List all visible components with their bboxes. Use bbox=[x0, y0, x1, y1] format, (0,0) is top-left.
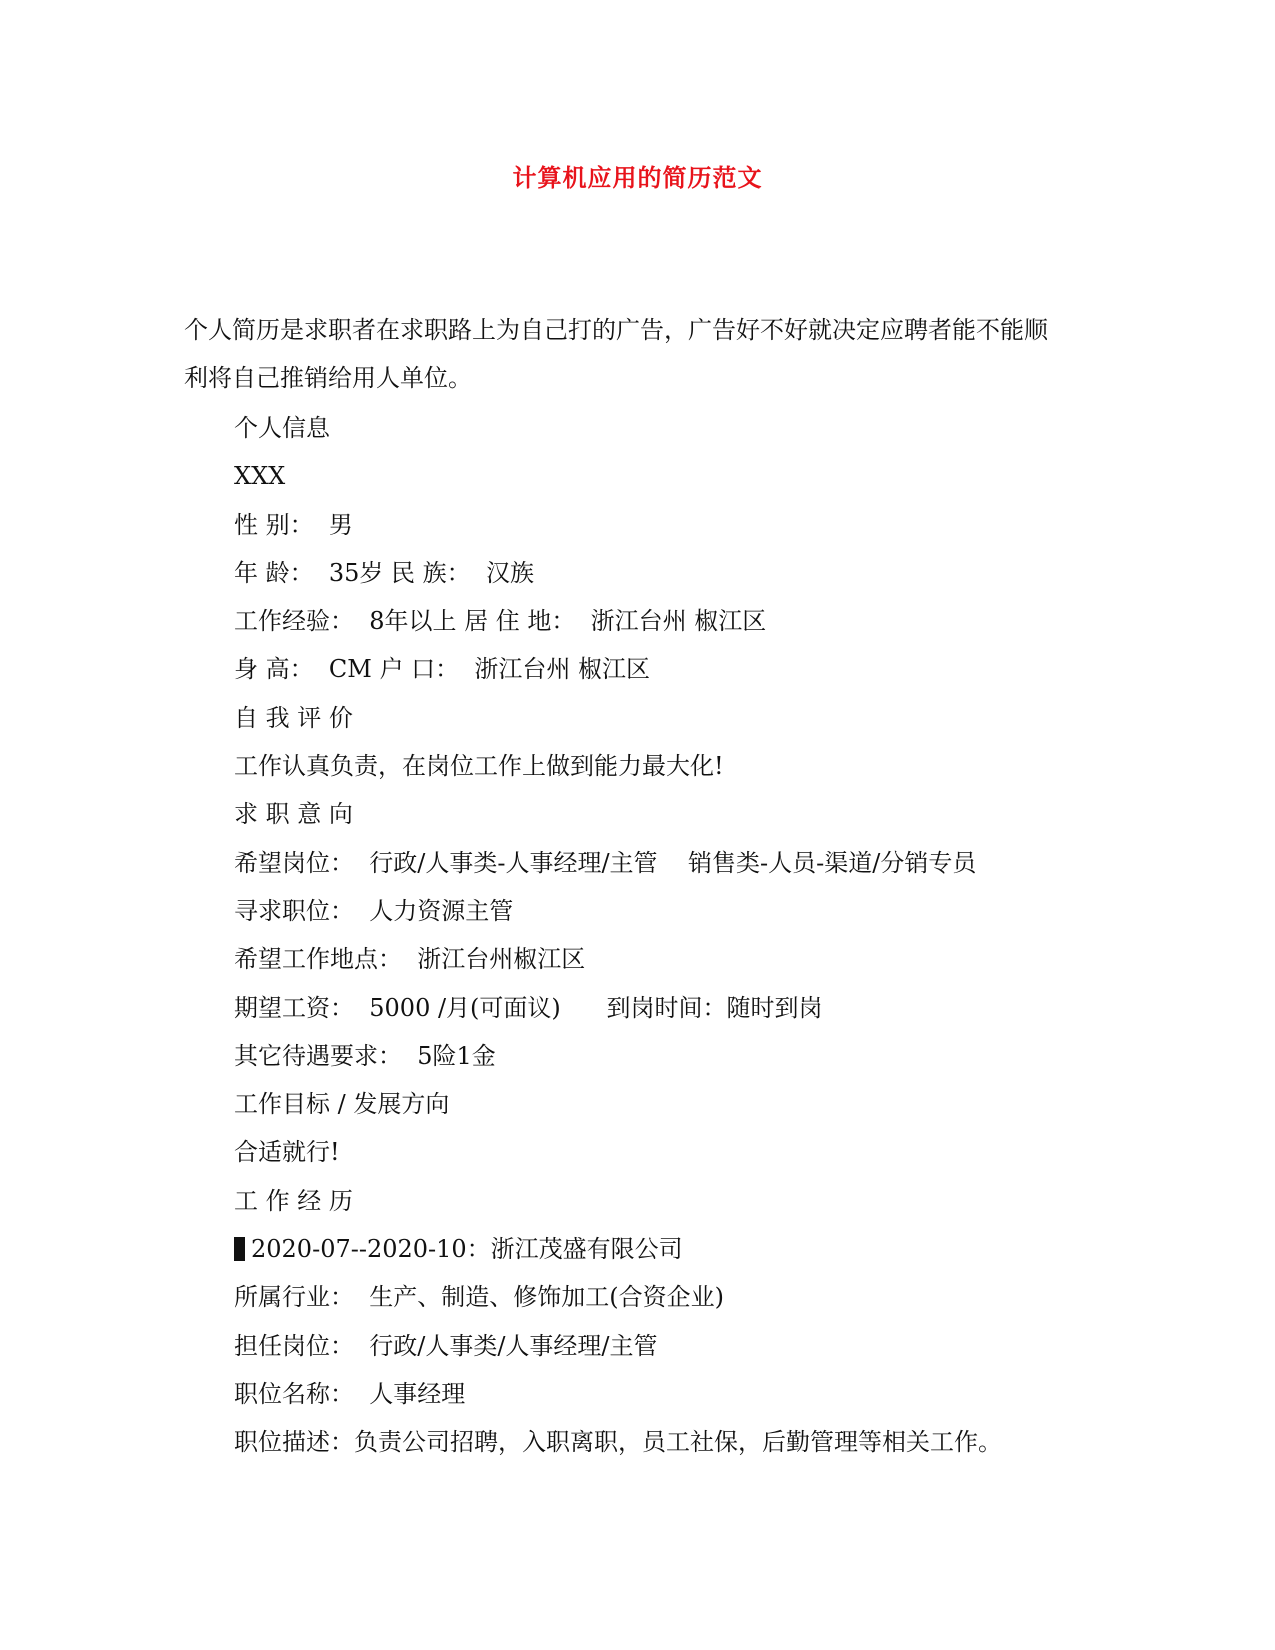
work-entry-line bbox=[234, 1225, 1134, 1273]
age-ethnicity-line: 年 龄： 35岁 民 族： 汉族 bbox=[234, 558, 534, 587]
held-position-line: 担任岗位： 行政/人事类/人事经理/主管 bbox=[234, 1331, 658, 1360]
section-heading-self-evaluation: 自 我 评 价 bbox=[234, 703, 353, 732]
desired-location-line: 希望工作地点： 浙江台州椒江区 bbox=[234, 945, 586, 974]
gender-line: 性 别： 男 bbox=[234, 510, 353, 539]
section-heading-job-intention: 求 职 意 向 bbox=[234, 800, 353, 829]
section-heading-career-goal: 工作目标 / 发展方向 bbox=[234, 1090, 450, 1119]
sought-position-line: 寻求职位： 人力资源主管 bbox=[234, 896, 514, 925]
self-evaluation-text: 工作认真负责，在岗位工作上做到能力最大化! bbox=[234, 752, 724, 781]
section-heading-personal-info: 个人信息 bbox=[234, 414, 330, 442]
job-description-line: 职位描述：负责公司招聘，入职离职，员工社保，后勤管理等相关工作。 bbox=[234, 1428, 1002, 1457]
career-goal-text: 合适就行! bbox=[234, 1138, 340, 1167]
bullet-icon bbox=[234, 1237, 245, 1261]
industry-line: 所属行业： 生产、制造、修饰加工(合资企业) bbox=[234, 1283, 724, 1312]
resume-body bbox=[234, 404, 1134, 1467]
intro-line-1: 个人简历是求职者在求职路上为自己打的广告，广告好不好就决定应聘者能不能顺 bbox=[184, 316, 1048, 344]
experience-residence-line: 工作经验： 8年以上 居 住 地： 浙江台州 椒江区 bbox=[234, 607, 767, 636]
expected-salary-line: 期望工资： 5000 /月(可面议) 到岗时间：随时到岗 bbox=[234, 993, 823, 1022]
work-entry-text: 2020-07--2020-10：浙江茂盛有限公司 bbox=[251, 1235, 683, 1264]
name-line: XXX bbox=[234, 462, 286, 491]
desired-position-line: 希望岗位： 行政/人事类-人事经理/主管 销售类-人员-渠道/分销专员 bbox=[234, 848, 977, 877]
other-benefits-line: 其它待遇要求： 5险1金 bbox=[234, 1041, 496, 1070]
height-hukou-line: 身 高： CM 户 口： 浙江台州 椒江区 bbox=[234, 655, 650, 684]
section-heading-work-experience: 工 作 经 历 bbox=[234, 1186, 353, 1215]
job-title-line: 职位名称： 人事经理 bbox=[234, 1379, 466, 1408]
document-title: 计算机应用的简历范文 bbox=[512, 164, 763, 192]
intro-paragraph bbox=[184, 306, 1104, 402]
intro-line-2: 利将自己推销给用人单位。 bbox=[184, 364, 472, 392]
